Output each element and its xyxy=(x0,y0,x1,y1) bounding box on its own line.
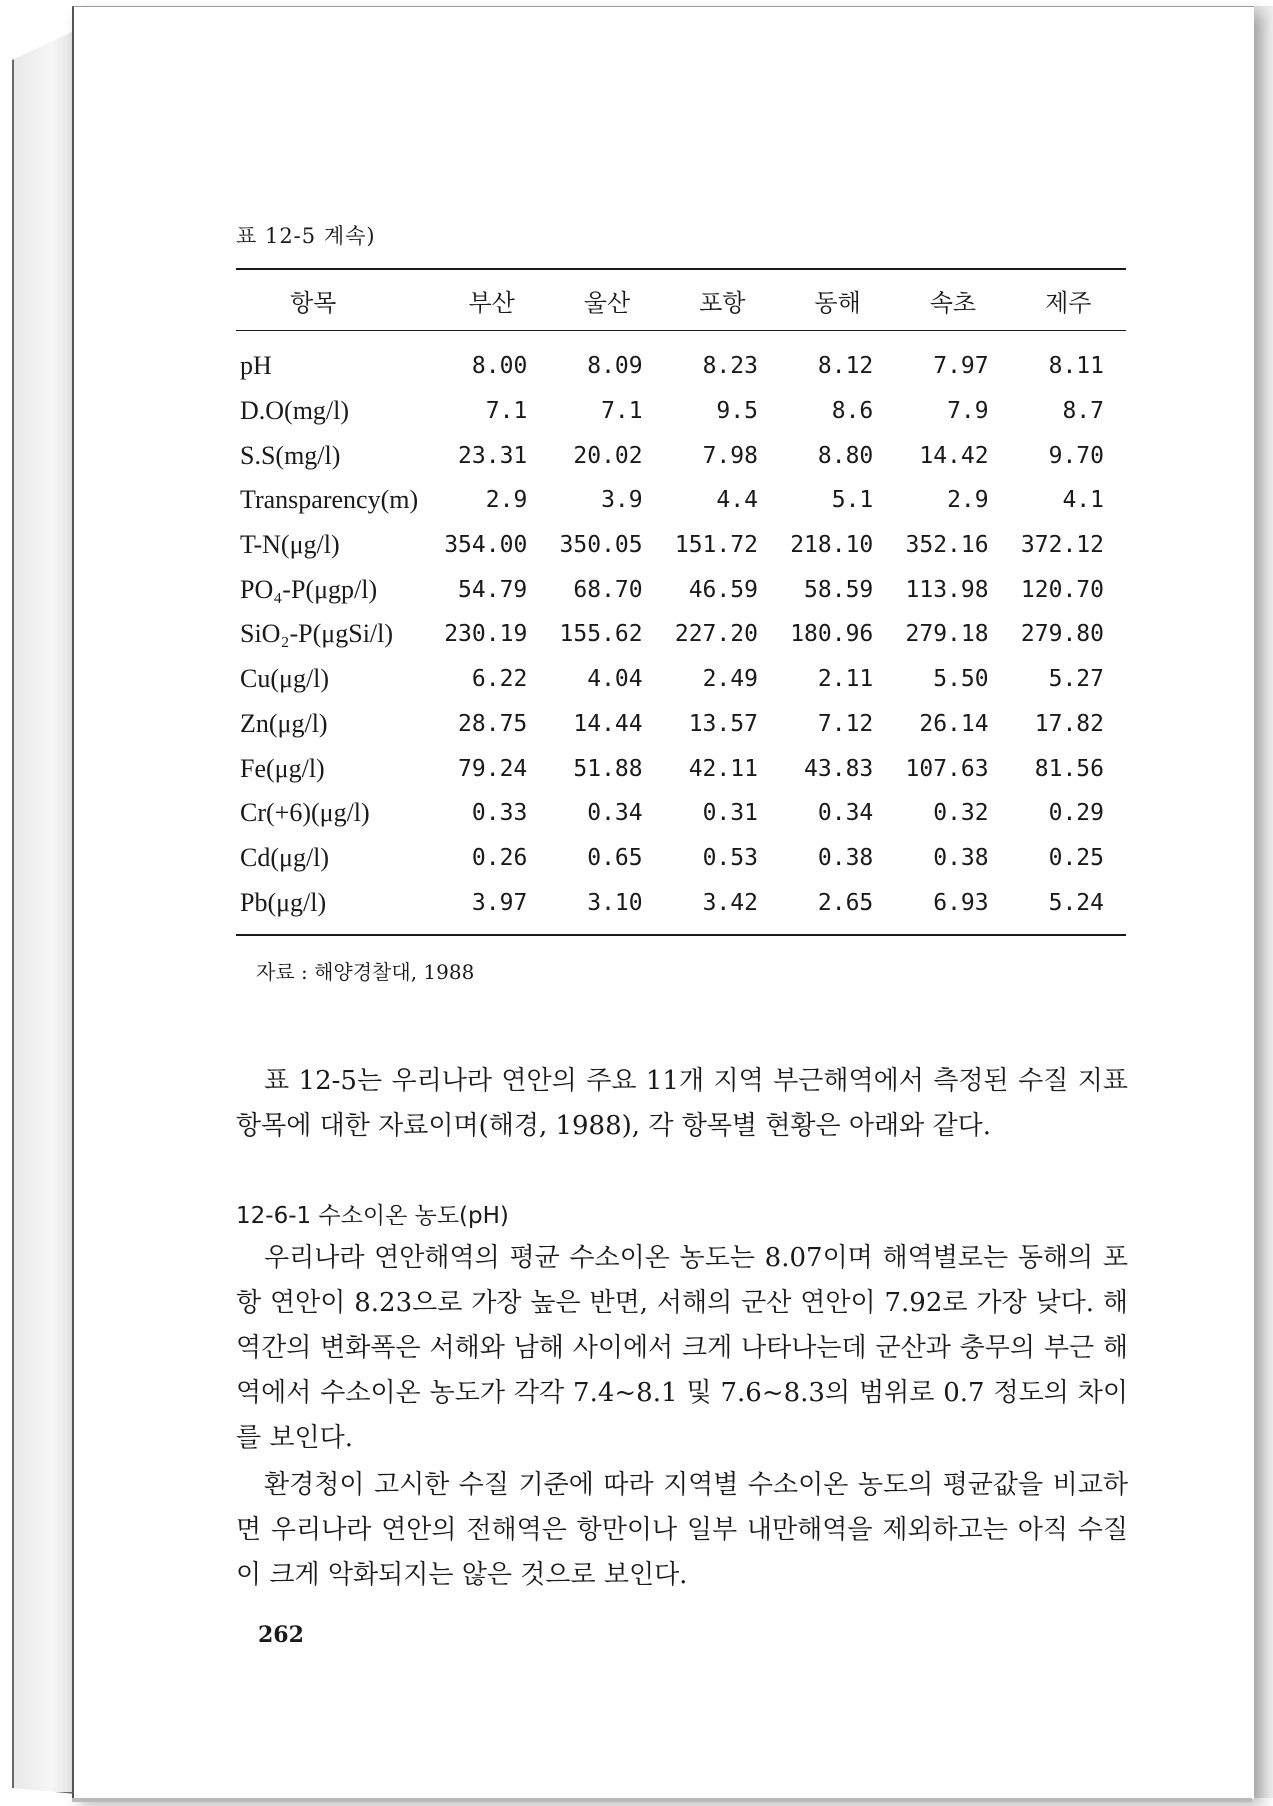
table-cell: 5.27 xyxy=(1048,666,1104,693)
table-cell: 0.25 xyxy=(1048,844,1104,871)
table-row xyxy=(236,523,1126,568)
table-cell: 0.33 xyxy=(471,800,528,827)
column-header-item: 항목 xyxy=(236,269,434,331)
table-cell: 81.56 xyxy=(1034,755,1104,782)
row-label: Cr(+6)(μg/l) xyxy=(240,798,370,828)
table-cell: 372.12 xyxy=(1020,532,1104,559)
page-content xyxy=(236,220,1128,1624)
table-cell: 13.57 xyxy=(688,710,758,737)
table-cell: 155.62 xyxy=(559,621,643,648)
table-cell: 42.11 xyxy=(688,755,758,782)
table-cell: 5.50 xyxy=(933,666,989,693)
table-cell: 120.70 xyxy=(1020,576,1104,603)
row-label: T-N(μg/l) xyxy=(240,530,340,560)
row-label: pH xyxy=(240,351,272,381)
section-heading: 12-6-1 수소이온 농도(pH) xyxy=(236,1202,509,1229)
table-cell: 279.80 xyxy=(1020,621,1104,648)
table-cell: 9.70 xyxy=(1048,442,1104,469)
table-cell: 20.02 xyxy=(573,442,643,469)
table-cell: 350.05 xyxy=(559,532,643,559)
table-cell: 8.80 xyxy=(817,442,874,469)
table-cell: 4.04 xyxy=(587,666,643,693)
table-cell: 9.5 xyxy=(716,398,758,425)
table-cell: 151.72 xyxy=(674,532,758,559)
table-row xyxy=(236,791,1126,836)
row-label: S.S(mg/l) xyxy=(240,440,341,470)
table-cell: 14.42 xyxy=(919,442,989,469)
table-cell: 7.9 xyxy=(947,398,989,425)
table-cell: 2.11 xyxy=(817,666,874,693)
table-cell: 0.65 xyxy=(587,844,643,871)
row-label: Cu(μg/l) xyxy=(240,664,330,694)
table-cell: 279.18 xyxy=(905,621,989,648)
table-cell: 6.22 xyxy=(471,666,528,693)
table-cell: 17.82 xyxy=(1034,710,1104,737)
intro-paragraph: 표 12-5는 우리나라 연안의 주요 11개 지역 부근해역에서 측정된 수질 지표 항목에 대한 자료이며(해경, 1988), 각 항목별 현황은 아래와 같다. xyxy=(236,1065,1128,1141)
table-cell: 3.42 xyxy=(702,889,758,916)
table-caption: 표 12-5 계속) xyxy=(236,224,376,248)
table-cell: 43.83 xyxy=(804,755,874,782)
table-source: 자료 : 해양경찰대, 1988 xyxy=(256,959,475,984)
table-cell: 8.12 xyxy=(817,353,874,380)
table-cell: 6.93 xyxy=(933,889,989,916)
column-header-donghae: 동해 xyxy=(780,269,895,331)
table-cell: 0.53 xyxy=(702,844,758,871)
table-cell: 8.11 xyxy=(1048,353,1104,380)
table-header-row xyxy=(236,269,1126,331)
table-cell: 8.6 xyxy=(831,398,874,425)
table-cell: 8.00 xyxy=(471,353,528,380)
table-row xyxy=(236,836,1126,881)
page-edge-bottom xyxy=(72,1798,1252,1802)
row-label: Fe(μg/l) xyxy=(240,753,325,783)
table-row xyxy=(236,478,1126,523)
table-row xyxy=(236,567,1126,612)
book-spine xyxy=(12,30,76,1794)
table-cell: 0.29 xyxy=(1048,800,1104,827)
table-cell: 3.9 xyxy=(601,487,643,514)
column-header-busan: 부산 xyxy=(434,269,549,331)
table-cell: 3.10 xyxy=(587,889,643,916)
table-cell: 230.19 xyxy=(444,621,528,648)
table-cell: 2.49 xyxy=(702,666,758,693)
table-cell: 218.10 xyxy=(790,532,874,559)
table-cell: 51.88 xyxy=(573,755,643,782)
page-number: 262 xyxy=(258,1622,304,1648)
table-cell: 0.38 xyxy=(933,844,989,871)
table-cell: 7.98 xyxy=(702,442,758,469)
table-cell: 8.23 xyxy=(702,353,758,380)
table-cell: 5.24 xyxy=(1048,889,1104,916)
row-label: Cd(μg/l) xyxy=(240,842,330,872)
table-cell: 23.31 xyxy=(458,442,528,469)
table-cell: 7.1 xyxy=(601,398,643,425)
table-cell: 180.96 xyxy=(790,621,874,648)
body-paragraph-1: 우리나라 연안해역의 평균 수소이온 농도는 8.07이며 해역별로는 동해의 포항 연안이 8.23으로 가장 높은 반면, 서해의 군산 연안이 7.92로 가장 낮다. 해역간의 변화폭은 서해와 남해 사이에서 크게 나타나는데 군산과 충무의 부근 해역에서 수소이온 농도가 각각 7.4~8.1 및 7.6~8.3의 범위로 0.7 정도의 차이를 보인다. xyxy=(236,1242,1128,1453)
table-cell: 2.9 xyxy=(947,487,989,514)
table-cell: 8.09 xyxy=(587,353,643,380)
table-cell: 5.1 xyxy=(831,487,874,514)
table-cell: 0.31 xyxy=(702,800,758,827)
body-paragraph-2: 환경청이 고시한 수질 기준에 따라 지역별 수소이온 농도의 평균값을 비교하면 우리나라 연안의 전해역은 항만이나 일부 내만해역을 제외하고는 아직 수질이 크게 악화되지는 않은 것으로 보인다. xyxy=(236,1469,1128,1590)
row-label: Zn(μg/l) xyxy=(240,708,328,738)
table-cell: 79.24 xyxy=(458,755,528,782)
table-cell: 0.38 xyxy=(817,844,874,871)
table-cell: 352.16 xyxy=(905,532,989,559)
table-cell: 3.97 xyxy=(471,889,528,916)
page-edge-right xyxy=(1251,6,1273,1798)
table-row xyxy=(236,389,1126,434)
table-cell: 113.98 xyxy=(905,576,989,603)
table-cell: 14.44 xyxy=(573,710,643,737)
column-header-jeju: 제주 xyxy=(1011,269,1126,331)
table-cell: 0.32 xyxy=(933,800,989,827)
row-label: PO₄-P(μgp/l) xyxy=(240,574,378,604)
row-label: D.O(mg/l) xyxy=(240,396,350,426)
column-header-sokcho: 속초 xyxy=(895,269,1010,331)
table-row xyxy=(236,657,1126,702)
table-cell: 0.34 xyxy=(587,800,643,827)
table-cell: 354.00 xyxy=(444,532,528,559)
table-row xyxy=(236,331,1126,389)
column-header-ulsan: 울산 xyxy=(549,269,664,331)
table-cell: 26.14 xyxy=(919,710,989,737)
table-cell: 0.34 xyxy=(817,800,874,827)
table-cell: 7.12 xyxy=(817,710,874,737)
table-row xyxy=(236,433,1126,478)
table-cell: 54.79 xyxy=(458,576,528,603)
table-cell: 8.7 xyxy=(1062,398,1104,425)
table-cell: 2.65 xyxy=(817,889,874,916)
table-cell: 46.59 xyxy=(688,576,758,603)
table-cell: 7.1 xyxy=(485,398,528,425)
column-header-pohang: 포항 xyxy=(665,269,780,331)
row-label: SiO₂-P(μgSi/l) xyxy=(240,619,394,649)
table-cell: 227.20 xyxy=(674,621,758,648)
table-cell: 107.63 xyxy=(905,755,989,782)
table-row xyxy=(236,612,1126,657)
row-label: Pb(μg/l) xyxy=(240,887,327,917)
table-cell: 2.9 xyxy=(485,487,528,514)
table-cell: 4.1 xyxy=(1062,487,1104,514)
table-row xyxy=(236,880,1126,935)
table-cell: 4.4 xyxy=(716,487,758,514)
table-cell: 28.75 xyxy=(458,710,528,737)
table-cell: 7.97 xyxy=(933,353,989,380)
table-row xyxy=(236,746,1126,791)
table-cell: 68.70 xyxy=(573,576,643,603)
table-row xyxy=(236,702,1126,747)
table-cell: 58.59 xyxy=(804,576,874,603)
table-cell: 0.26 xyxy=(471,844,528,871)
water-quality-table xyxy=(236,268,1126,936)
row-label: Transparency(m) xyxy=(240,485,419,515)
